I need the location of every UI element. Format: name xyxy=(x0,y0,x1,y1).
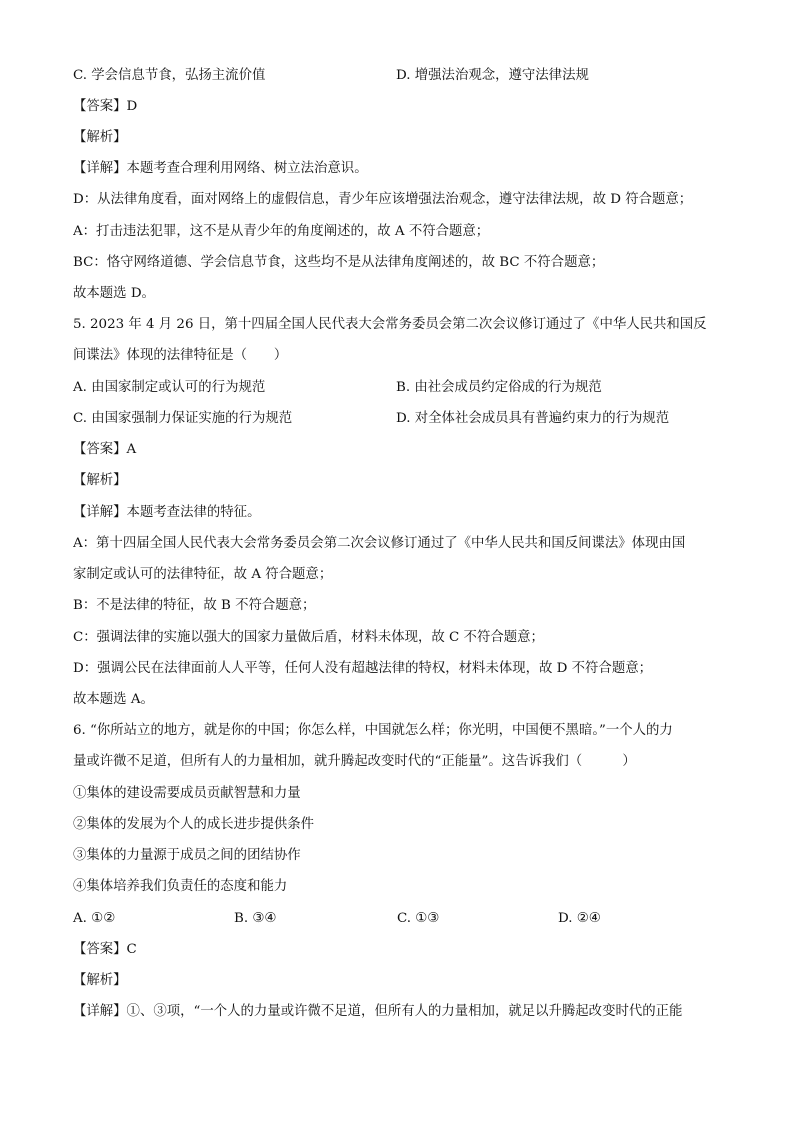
q4-explain-a: A：打击违法犯罪，这不是从青少年的角度阐述的，故 A 不符合题意； xyxy=(73,224,490,239)
q5-explain-a-line-2: 家制定或认可的法律特征，故 A 符合题意； xyxy=(73,567,333,582)
q5-option-d: D. 对全体社会成员具有普遍约束力的行为规范 xyxy=(396,411,670,426)
q6-item-4: ④集体培养我们负责任的态度和能力 xyxy=(73,879,288,894)
q5-explain-c: C：强调法律的实施以强大的国家力量做后盾，材料未体现，故 C 不符合题意； xyxy=(73,630,544,645)
q5-option-a: A. 由国家制定或认可的行为规范 xyxy=(73,380,266,395)
q6-analysis-heading: 【解析】 xyxy=(73,973,127,988)
q5-conclusion: 故本题选 A。 xyxy=(73,692,154,707)
q5-explain-a-line-1: A：第十四届全国人民代表大会常务委员会第二次会议修订通过了《中华人民共和国反间谍法》体现由国 xyxy=(73,536,686,551)
q6-option-c: C. ①③ xyxy=(397,911,440,926)
q5-explain-d: D：强调公民在法律面前人人平等，任何人没有超越法律的特权，材料未体现，故 D 不符合题意； xyxy=(73,661,652,676)
q5-stem-line-2: 间谍法》体现的法律特征是（ ） xyxy=(73,348,288,363)
q6-option-a: A. ①② xyxy=(73,911,116,926)
q6-item-2: ②集体的发展为个人的成长进步提供条件 xyxy=(73,817,315,832)
q6-detail: 【详解】①、③项，“一个人的力量或许微不足道，但所有人的力量相加，就足以升腾起改变时代的正能 xyxy=(73,1004,683,1019)
q5-explain-b: B：不是法律的特征，故 B 不符合题意； xyxy=(73,598,316,613)
q5-stem-line-1: 5. 2023 年 4 月 26 日，第十四届全国人民代表大会常务委员会第二次会议修订通过了《中华人民共和国反 xyxy=(73,317,707,332)
q4-analysis-heading: 【解析】 xyxy=(73,130,127,145)
q5-analysis-heading: 【解析】 xyxy=(73,473,127,488)
q4-conclusion: 故本题选 D。 xyxy=(73,286,155,301)
q5-detail: 【详解】本题考查法律的特征。 xyxy=(73,505,261,520)
q6-stem-line-1: 6. “你所站立的地方，就是你的中国；你怎么样，中国就怎么样；你光明，中国便不黑暗。”一个人的力 xyxy=(73,723,673,738)
q6-option-b: B. ③④ xyxy=(234,911,277,926)
q6-item-1: ①集体的建设需要成员贡献智慧和力量 xyxy=(73,786,301,801)
q6-option-d: D. ②④ xyxy=(558,911,601,926)
q6-stem-line-2: 量或许微不足道，但所有人的力量相加，就升腾起改变时代的“正能量”。这告诉我们（ ） xyxy=(73,754,636,769)
q4-explain-d: D：从法律角度看，面对网络上的虚假信息，青少年应该增强法治观念，遵守法律法规，故 D 符合题意； xyxy=(73,192,693,207)
q5-option-c: C. 由国家强制力保证实施的行为规范 xyxy=(73,411,293,426)
q6-answer: 【答案】C xyxy=(73,942,137,957)
q4-answer: 【答案】D xyxy=(73,99,138,114)
q4-option-c: C. 学会信息节食，弘扬主流价值 xyxy=(73,68,266,83)
q4-detail: 【详解】本题考查合理利用网络、树立法治意识。 xyxy=(73,161,368,176)
q4-explain-bc: BC：恪守网络道德、学会信息节食，这些均不是从法律角度阐述的，故 BC 不符合题意； xyxy=(73,255,605,270)
q5-answer: 【答案】A xyxy=(73,442,137,457)
q5-option-b: B. 由社会成员约定俗成的行为规范 xyxy=(396,380,602,395)
q4-option-d: D. 增强法治观念，遵守法律法规 xyxy=(396,68,589,83)
q6-item-3: ③集体的力量源于成员之间的团结协作 xyxy=(73,848,301,863)
